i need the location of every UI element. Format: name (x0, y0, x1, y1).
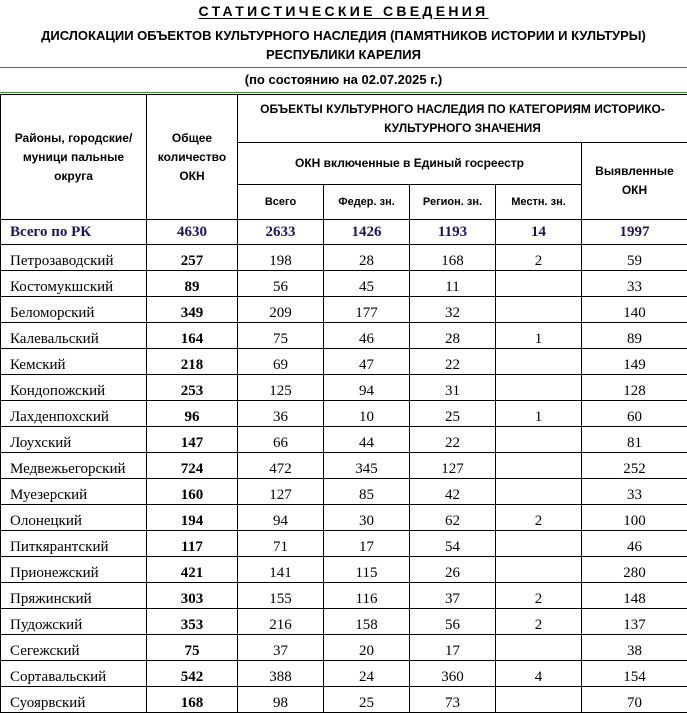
cell-federal: 24 (324, 661, 410, 687)
cell-all: 472 (238, 453, 324, 479)
cell-total: 303 (147, 583, 238, 609)
cell-regional: 168 (410, 245, 496, 271)
table-row (1, 453, 687, 479)
cell-identified: 38 (582, 635, 687, 661)
cell-total: 218 (147, 349, 238, 375)
table-row (1, 375, 687, 401)
table-row (1, 557, 687, 583)
cell-identified: 46 (582, 531, 687, 557)
document-title: СТАТИСТИЧЕСКИЕ СВЕДЕНИЯ (0, 3, 687, 19)
cell-federal: 115 (324, 557, 410, 583)
cell-regional: 54 (410, 531, 496, 557)
cell-regional: 360 (410, 661, 496, 687)
cell-federal: 46 (324, 323, 410, 349)
column-header-federal: Федер. зн. (324, 185, 410, 220)
cell-federal: 177 (324, 297, 410, 323)
cell-local (496, 635, 582, 661)
cell-identified: 140 (582, 297, 687, 323)
divider-line (0, 92, 687, 93)
table-row (1, 687, 687, 713)
cell-federal: 94 (324, 375, 410, 401)
cell-all: 98 (238, 687, 324, 713)
cell-identified: 149 (582, 349, 687, 375)
column-header-all: Всего (238, 185, 324, 220)
cell-local: 2 (496, 505, 582, 531)
table-row (1, 583, 687, 609)
table-row (1, 479, 687, 505)
cell-regional: 25 (410, 401, 496, 427)
cell-federal: 10 (324, 401, 410, 427)
cell-regional: 26 (410, 557, 496, 583)
cell-all: 388 (238, 661, 324, 687)
cell-regional: 56 (410, 609, 496, 635)
cell-name: Суоярвский (1, 687, 147, 713)
column-header-category-group: ОБЪЕКТЫ КУЛЬТУРНОГО НАСЛЕДИЯ ПО КАТЕГОРИЯМ ИСТОРИКО-КУЛЬТУРНОГО ЗНАЧЕНИЯ (238, 95, 687, 143)
cell-name: Петрозаводский (1, 245, 147, 271)
cell-federal: 28 (324, 245, 410, 271)
cell-all: 127 (238, 479, 324, 505)
cell-local (496, 687, 582, 713)
column-header-total: Общее количество ОКН (147, 95, 238, 220)
total-row-all: 2633 (238, 220, 324, 245)
cell-identified: 33 (582, 479, 687, 505)
document-subtitle-line2: РЕСПУБЛИКИ КАРЕЛИЯ (0, 47, 687, 62)
cell-local (496, 427, 582, 453)
table-row (1, 401, 687, 427)
table-row (1, 505, 687, 531)
total-row-name: Всего по РК (1, 220, 147, 245)
cell-local: 2 (496, 245, 582, 271)
cell-name: Муезерский (1, 479, 147, 505)
cell-all: 94 (238, 505, 324, 531)
cell-total: 117 (147, 531, 238, 557)
table-row (1, 349, 687, 375)
cell-all: 141 (238, 557, 324, 583)
cell-federal: 116 (324, 583, 410, 609)
cell-identified: 154 (582, 661, 687, 687)
cell-federal: 25 (324, 687, 410, 713)
cell-all: 198 (238, 245, 324, 271)
cell-local: 2 (496, 609, 582, 635)
cell-name: Олонецкий (1, 505, 147, 531)
cell-total: 421 (147, 557, 238, 583)
cell-all: 75 (238, 323, 324, 349)
cell-name: Медвежьегорский (1, 453, 147, 479)
cell-all: 216 (238, 609, 324, 635)
cell-name: Лахденпохский (1, 401, 147, 427)
cell-name: Пряжинский (1, 583, 147, 609)
cell-name: Прионежский (1, 557, 147, 583)
date-note: (по состоянию на 02.07.2025 г.) (0, 72, 687, 87)
cell-total: 542 (147, 661, 238, 687)
table-row (1, 323, 687, 349)
table-row (1, 609, 687, 635)
cell-name: Питкярантский (1, 531, 147, 557)
cell-name: Калевальский (1, 323, 147, 349)
cell-regional: 62 (410, 505, 496, 531)
cell-regional: 17 (410, 635, 496, 661)
table-row (1, 635, 687, 661)
cell-local (496, 531, 582, 557)
cell-identified: 89 (582, 323, 687, 349)
column-header-regional: Регион. зн. (410, 185, 496, 220)
cell-all: 37 (238, 635, 324, 661)
cell-identified: 148 (582, 583, 687, 609)
cell-name: Кемский (1, 349, 147, 375)
cell-total: 160 (147, 479, 238, 505)
cell-identified: 128 (582, 375, 687, 401)
total-row (1, 220, 687, 245)
cell-identified: 70 (582, 687, 687, 713)
cell-federal: 85 (324, 479, 410, 505)
total-row-federal: 1426 (324, 220, 410, 245)
cell-identified: 59 (582, 245, 687, 271)
cell-local (496, 453, 582, 479)
cell-local (496, 479, 582, 505)
cell-total: 194 (147, 505, 238, 531)
document-subtitle-line1: ДИСЛОКАЦИИ ОБЪЕКТОВ КУЛЬТУРНОГО НАСЛЕДИЯ (ПАМЯТНИКОВ ИСТОРИИ И КУЛЬТУРЫ) (0, 28, 687, 43)
cell-name: Костомукшский (1, 271, 147, 297)
cell-identified: 100 (582, 505, 687, 531)
cell-all: 69 (238, 349, 324, 375)
cell-total: 147 (147, 427, 238, 453)
cell-total: 168 (147, 687, 238, 713)
cell-identified: 81 (582, 427, 687, 453)
cell-total: 164 (147, 323, 238, 349)
cell-regional: 127 (410, 453, 496, 479)
cell-local: 2 (496, 583, 582, 609)
cell-all: 125 (238, 375, 324, 401)
cell-name: Сортавальский (1, 661, 147, 687)
cell-all: 36 (238, 401, 324, 427)
cell-all: 71 (238, 531, 324, 557)
cell-local (496, 271, 582, 297)
total-row-local: 14 (496, 220, 582, 245)
cell-federal: 17 (324, 531, 410, 557)
cell-identified: 280 (582, 557, 687, 583)
cell-regional: 37 (410, 583, 496, 609)
total-row-identified: 1997 (582, 220, 687, 245)
cell-regional: 22 (410, 427, 496, 453)
cell-federal: 345 (324, 453, 410, 479)
cell-name: Беломорский (1, 297, 147, 323)
cell-regional: 11 (410, 271, 496, 297)
cell-local (496, 557, 582, 583)
cell-regional: 28 (410, 323, 496, 349)
cell-total: 253 (147, 375, 238, 401)
cell-regional: 73 (410, 687, 496, 713)
total-row-regional: 1193 (410, 220, 496, 245)
cell-identified: 137 (582, 609, 687, 635)
table-row (1, 297, 687, 323)
statistics-table (0, 94, 687, 713)
cell-local (496, 349, 582, 375)
cell-local: 1 (496, 401, 582, 427)
table-row (1, 427, 687, 453)
cell-identified: 252 (582, 453, 687, 479)
cell-name: Кондопожский (1, 375, 147, 401)
table-row (1, 245, 687, 271)
table-row (1, 531, 687, 557)
table-row (1, 271, 687, 297)
table-row (1, 661, 687, 687)
cell-local (496, 375, 582, 401)
cell-local (496, 297, 582, 323)
total-row-total: 4630 (147, 220, 238, 245)
cell-federal: 47 (324, 349, 410, 375)
cell-all: 66 (238, 427, 324, 453)
cell-federal: 44 (324, 427, 410, 453)
cell-total: 75 (147, 635, 238, 661)
cell-federal: 158 (324, 609, 410, 635)
cell-regional: 42 (410, 479, 496, 505)
cell-name: Пудожский (1, 609, 147, 635)
cell-regional: 22 (410, 349, 496, 375)
cell-identified: 33 (582, 271, 687, 297)
cell-all: 209 (238, 297, 324, 323)
cell-local: 4 (496, 661, 582, 687)
cell-name: Сегежский (1, 635, 147, 661)
cell-total: 96 (147, 401, 238, 427)
column-header-registry-group: ОКН включенные в Единый госреестр (238, 143, 582, 185)
cell-total: 724 (147, 453, 238, 479)
divider-line (0, 67, 687, 68)
cell-total: 89 (147, 271, 238, 297)
cell-total: 353 (147, 609, 238, 635)
cell-regional: 32 (410, 297, 496, 323)
cell-total: 257 (147, 245, 238, 271)
column-header-identified: Выявленные ОКН (582, 143, 687, 220)
column-header-local: Местн. зн. (496, 185, 582, 220)
cell-identified: 60 (582, 401, 687, 427)
cell-all: 56 (238, 271, 324, 297)
cell-federal: 20 (324, 635, 410, 661)
cell-federal: 45 (324, 271, 410, 297)
column-header-district: Районы, городские/муници пальные округа (1, 95, 147, 220)
cell-total: 349 (147, 297, 238, 323)
cell-local: 1 (496, 323, 582, 349)
cell-name: Лоухский (1, 427, 147, 453)
cell-federal: 30 (324, 505, 410, 531)
cell-regional: 31 (410, 375, 496, 401)
cell-all: 155 (238, 583, 324, 609)
